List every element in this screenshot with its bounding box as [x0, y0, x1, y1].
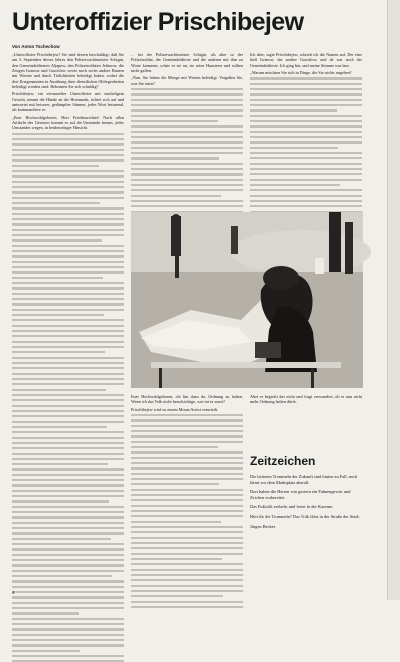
poem-stanza: Hört ihr die Trommeln? Das Volk fährt in der Straße der Stadt. [250, 513, 360, 519]
paragraph: „Nun, Sie haben die Menge mit Worten beleidigt. Vergaßen Sie, was Sie taten? [131, 75, 243, 86]
photograph-scene [131, 212, 363, 388]
text-column-3-lower [250, 394, 362, 444]
poem-stanza: Dort haben die Herren von gestern ein Fahnengewirr und Zeichen vorbereitet. [250, 489, 351, 500]
paragraph: Euer Hochwohlgeboren, ich bin dazu da, Ordnung zu halten. Wenn ich das Volk nicht beaufsichtige, wer tut es sonst? [131, 394, 243, 405]
poem-zeitzeichen [250, 452, 362, 592]
street-photograph [131, 212, 363, 388]
poem-title: Zeitzeichen [250, 454, 316, 468]
page-number: 4 [12, 590, 15, 595]
paragraph: Prischibejew, ein verrunzelter Unteroffizier mit stacheligem Gesicht, nimmt die Hände an die Hosennaht, richtet sich auf und antwortet mit heiserer, gedämpfter Stimme, jedes Wort betonend, als kommandiere er: [12, 91, 124, 113]
text-column-3 [250, 52, 362, 210]
paragraph: „Unteroffizier Prischibejew! Sie sind dessen beschuldigt, daß Sie am 3. September dieses Jahres den Polizeiwachtmeister Schigin, den Gemeindeältesten Aljapow, den Polizeisoldaten Jefimow, die Zeugen Iwanow und Gawrilow sowie noch sechs andere Bauern mit Worten und durch Tätlichkeiten beleidigt haben, wobei die drei Erstgenannten in Ausübung ihrer dienstlichen Obliegenheiten beleidigt worden sind. Bekennen Sie sich schuldig? [12, 52, 124, 90]
text-column-2-lower [131, 394, 243, 592]
paragraph: Aber er begreift das nicht und fragt verwundert, ob er nun nicht mehr Ordnung halten dürfe. [250, 394, 362, 405]
text-column-1 [12, 52, 124, 592]
text-column-2 [131, 52, 243, 202]
paragraph: „Warum mischten Sie sich in Dinge, die Sie nichts angehen? [250, 70, 352, 76]
unreadable-text-block [131, 414, 243, 608]
paragraph: Ich aber, sagte Prischibejew, schrieb ich die Namen auf. Der eine hieß Iwanow, der andere Gawrilow, und da war noch der Gemeindeälteste. Ich ging hin, und meine Stimme war laut. [250, 52, 362, 68]
paragraph: Prischibejew wird zu einem Monat Arrest verurteilt. [131, 406, 219, 412]
poem-stanza: Die heiteren Trommeln der Zukunft sind hinten zu Fall, noch lärmt vor dem Marktplatz aberall. [250, 474, 358, 485]
article-byline: Von Anton Tschechow [12, 44, 60, 49]
paragraph: „Euer Hochwohlgeboren, Herr Friedensrichter! Nach allen Artikeln des Gesetzes kommt es auf die Umstände heraus, jedes Umstandes wegen, in beiderseitiger Hinsicht. [12, 114, 124, 131]
unreadable-text-block [12, 133, 124, 662]
unreadable-text-block [250, 77, 362, 228]
paragraph: ... bei der Polizeiwachtmeister Schigin, als aber so der Polizeisoldat, der Gemeindeälteste und die anderen mit ihm zu Worte kommen, schrie er sie an, sie seien Hausierer und sollten nicht gaffen. [131, 52, 243, 74]
poem-author: Jürgen Becker [250, 523, 276, 529]
next-page-edge [387, 0, 400, 600]
article-title: Unteroffizier Prischibejew [12, 8, 304, 36]
poem-stanza: Das Fußvolk zerlacht und feiert in der Kaserne. [250, 504, 334, 510]
